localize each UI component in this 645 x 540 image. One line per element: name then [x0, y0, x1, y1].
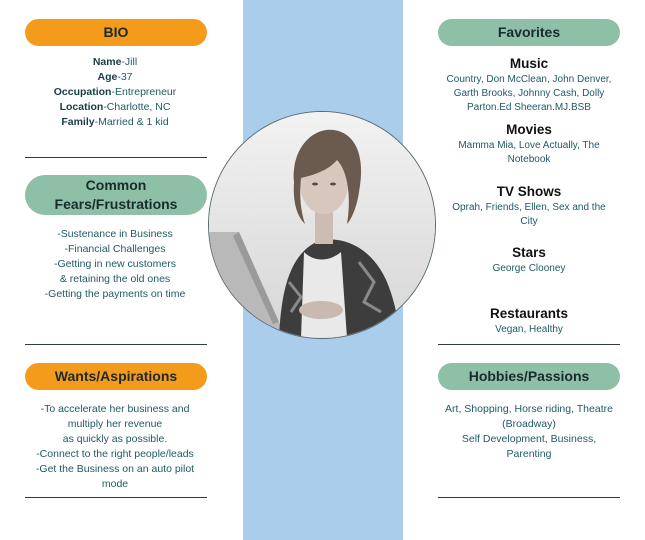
favorites-title: Favorites: [497, 24, 561, 40]
bio-age-row: Age-37: [97, 71, 133, 83]
fears-list: [15, 227, 215, 302]
favorites-header: [438, 19, 620, 46]
list-item: Mamma Mia, Love Actually, The: [458, 140, 600, 151]
list-item: -Getting the payments on time: [44, 288, 186, 300]
list-item: -Sustenance in Business: [57, 228, 173, 240]
list-item: mode: [101, 478, 129, 490]
music-heading: Music: [509, 56, 549, 71]
list-item: Oprah, Friends, Ellen, Sex and the: [452, 202, 606, 213]
persona-photo: [208, 111, 436, 339]
hobbies-list: [424, 402, 634, 462]
tv-shows-list: [429, 201, 629, 229]
list-item: & retaining the old ones: [59, 273, 171, 285]
wants-header: [25, 363, 207, 390]
bio-divider: [25, 157, 207, 158]
list-item: Art, Shopping, Horse riding, Theatre: [445, 403, 613, 415]
stars-heading: Stars: [512, 245, 546, 260]
hobbies-header: [438, 363, 620, 390]
list-item: Self Development, Business,: [461, 433, 597, 445]
bio-occupation-row: Occupation-Entrepreneur: [53, 86, 177, 98]
list-item: Parenting: [506, 448, 552, 460]
favorites-divider: [438, 344, 620, 345]
bio-family-row: Family-Married & 1 kid: [61, 116, 169, 128]
hobbies-divider: [438, 497, 620, 498]
hobbies-title: Hobbies/Passions: [468, 368, 590, 384]
list-item: -Financial Challenges: [64, 243, 166, 255]
wants-title: Wants/Aspirations: [54, 368, 178, 384]
list-item: -To accelerate her business and: [40, 403, 190, 415]
wants-divider: [25, 497, 207, 498]
list-item: Country, Don McClean, John Denver,: [446, 74, 612, 85]
list-item: Notebook: [507, 154, 551, 165]
list-item: George Clooney: [492, 263, 566, 274]
bio-location-row: Location-Charlotte, NC: [59, 101, 171, 113]
list-item: Parton.Ed Sheeran.MJ.BSB: [467, 102, 591, 113]
list-item: City: [520, 216, 538, 227]
stars-list: [429, 262, 629, 276]
movies-heading: Movies: [506, 122, 552, 137]
fears-title-line2: Fears/Frustrations: [54, 196, 178, 212]
movies-list: [429, 139, 629, 167]
bio-header: [25, 19, 207, 46]
list-item: -Connect to the right people/leads: [36, 448, 194, 460]
fears-header: [25, 175, 207, 215]
persona-photo-illustration: [209, 112, 435, 338]
fears-title-line1: Common: [85, 177, 147, 193]
restaurants-list: [429, 323, 629, 337]
bio-details: [15, 55, 215, 130]
list-item: -Get the Business on an auto pilot: [35, 463, 195, 475]
bio-name-row: Name-Jill: [92, 56, 138, 68]
list-item: Vegan, Healthy: [495, 324, 563, 335]
list-item: (Broadway): [502, 418, 556, 430]
list-item: as quickly as possible.: [62, 433, 168, 445]
restaurants-heading: Restaurants: [489, 306, 569, 321]
list-item: Garth Brooks, Johnny Cash, Dolly: [453, 88, 605, 99]
fears-divider: [25, 344, 207, 345]
bio-title: BIO: [103, 24, 129, 40]
music-list: [429, 73, 629, 115]
list-item: multiply her revenue: [67, 418, 163, 430]
wants-list: [12, 402, 218, 492]
tv-shows-heading: TV Shows: [496, 184, 562, 199]
list-item: -Getting in new customers: [54, 258, 176, 270]
